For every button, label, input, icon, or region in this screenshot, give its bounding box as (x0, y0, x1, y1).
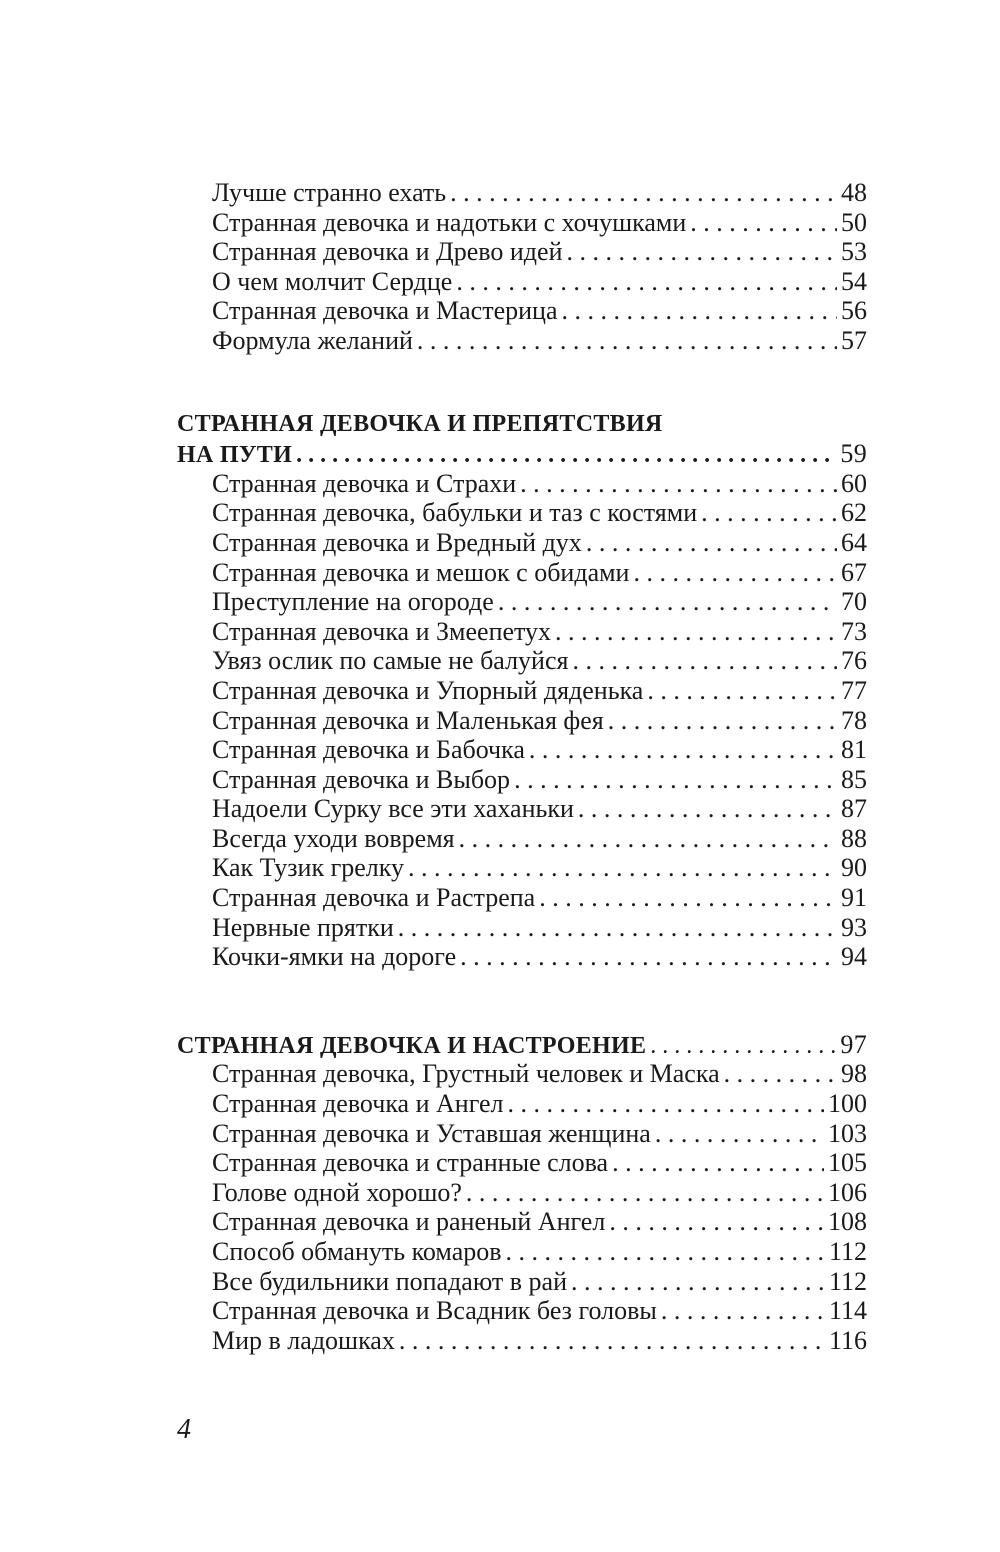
toc-entry (177, 587, 867, 617)
section-heading-page: 59 (840, 439, 867, 469)
toc-entry-title: Странная девочка и Змеепетух (212, 616, 552, 646)
toc-entry-page: 112 (828, 1237, 867, 1266)
toc-entry-title: Странная девочка и Выбор (212, 764, 511, 794)
section-heading-page: 97 (840, 1029, 867, 1059)
toc-entry-title: Странная девочка и раненый Ангел (212, 1207, 606, 1237)
dot-leader (498, 587, 837, 617)
toc-entry-page: 50 (841, 207, 867, 237)
section-heading (177, 1030, 867, 1060)
toc-entry (177, 853, 867, 883)
toc-entry (177, 1267, 867, 1297)
dot-leader (555, 617, 837, 647)
toc-entry-page: 64 (841, 527, 867, 557)
toc-entry-title: Как Тузик грелку (212, 853, 405, 883)
toc-entry-title: Странная девочка и Всадник без головы (212, 1296, 657, 1326)
toc-entry-title: Странная девочка и надотьки с хочушками (212, 207, 687, 237)
toc-entry-page: 81 (841, 735, 867, 765)
toc-entry (177, 942, 867, 972)
toc-entry (177, 824, 867, 854)
toc-entry-page: 70 (841, 587, 867, 617)
toc-entry-title: Странная девочка и Упорный дяденька (212, 675, 644, 705)
toc-entry-title: Нервные прятки (212, 912, 394, 942)
dot-leader (633, 558, 837, 588)
toc-entry-title: Странная девочка и Ангел (212, 1089, 504, 1119)
toc-entry-page: 105 (828, 1148, 867, 1178)
toc-entry-title: Мир в ладошках (212, 1325, 395, 1355)
toc-entry-page: 114 (828, 1296, 867, 1326)
toc-entry-title: Странная девочка и Маленькая фея (212, 705, 604, 735)
toc-entry (177, 326, 867, 356)
dot-leader (450, 178, 837, 208)
dot-leader (609, 1207, 824, 1237)
toc-entry-page: 54 (841, 266, 867, 296)
toc-entry (177, 267, 867, 297)
dot-leader (506, 1237, 825, 1267)
dot-leader (466, 1178, 824, 1208)
dot-leader (690, 208, 837, 238)
toc-entry-title: Странная девочка, Грустный человек и Маска (212, 1059, 720, 1089)
toc-entry-page: 98 (841, 1059, 867, 1089)
toc-entry (177, 676, 867, 706)
dot-leader (398, 913, 837, 943)
toc-entry-title: Странная девочка и Растрепа (212, 883, 536, 913)
toc-entry-title: Формула желаний (212, 325, 413, 355)
toc-section-mood (177, 1030, 867, 1356)
toc-entry-page: 85 (841, 764, 867, 794)
table-of-contents (177, 178, 867, 1355)
toc-entry-page: 106 (828, 1177, 867, 1207)
section-heading (177, 439, 867, 469)
toc-entry-title: Странная девочка и странные слова (212, 1148, 609, 1178)
dot-leader (399, 1326, 825, 1356)
toc-entry (177, 178, 867, 208)
dot-leader (655, 1119, 824, 1149)
toc-entry (177, 617, 867, 647)
page-number: 4 (177, 1414, 191, 1445)
toc-entry-page: 108 (828, 1207, 867, 1237)
toc-entry (177, 498, 867, 528)
dot-leader (508, 1089, 824, 1119)
toc-entry (177, 1148, 867, 1178)
toc-entry (177, 558, 867, 588)
toc-entry-page: 76 (841, 646, 867, 676)
toc-entry (177, 913, 867, 943)
toc-entry-title: Всегда уходи вовремя (212, 823, 455, 853)
toc-entry-page: 90 (841, 853, 867, 883)
toc-entry-page: 67 (841, 557, 867, 587)
toc-entry-page: 60 (841, 468, 867, 498)
dot-leader (571, 1267, 825, 1297)
toc-entry-title: Странная девочка и Страхи (212, 468, 517, 498)
toc-entry (177, 237, 867, 267)
toc-entry (177, 765, 867, 795)
toc-entry (177, 528, 867, 558)
toc-entry-page: 78 (841, 705, 867, 735)
toc-entry (177, 794, 867, 824)
toc-entry (177, 1059, 867, 1089)
toc-entry-page: 116 (828, 1325, 867, 1355)
toc-entry-title: Все будильники попадают в рай (212, 1266, 567, 1296)
dot-leader (529, 735, 837, 765)
toc-entry-title: Странная девочка и Вредный дух (212, 527, 582, 557)
toc-entry-page: 103 (828, 1118, 867, 1148)
toc-entry-page: 77 (841, 675, 867, 705)
toc-entry (177, 469, 867, 499)
toc-entry-page: 93 (841, 912, 867, 942)
toc-entry (177, 296, 867, 326)
toc-entry-title: Способ обмануть комаров (212, 1237, 502, 1266)
toc-entry (177, 1178, 867, 1208)
toc-entry-page: 112 (828, 1266, 867, 1296)
toc-entry-title: Странная девочка и Уставшая женщина (212, 1118, 651, 1148)
dot-leader (561, 296, 837, 326)
dot-leader (586, 528, 837, 558)
toc-entry (177, 1296, 867, 1326)
toc-entry-page: 53 (841, 237, 867, 267)
dot-leader (650, 1032, 836, 1062)
toc-entry (177, 646, 867, 676)
dot-leader (514, 765, 837, 795)
toc-entry-page: 62 (841, 498, 867, 528)
dot-leader (417, 326, 837, 356)
dot-leader (608, 706, 837, 736)
toc-entry-page: 100 (828, 1089, 867, 1119)
dot-leader (724, 1059, 837, 1089)
dot-leader (566, 237, 837, 267)
toc-entry-page: 88 (841, 823, 867, 853)
toc-entry-title: Странная девочка и мешок с обидами (212, 557, 630, 587)
toc-entry (177, 208, 867, 238)
toc-entry-title: Надоели Сурку все эти хаханьки (212, 794, 574, 824)
dot-leader (408, 853, 837, 883)
dot-leader (459, 824, 837, 854)
toc-entry-page: 57 (841, 325, 867, 355)
dot-leader (520, 469, 837, 499)
toc-entry (177, 1119, 867, 1149)
toc-entry-page: 73 (841, 616, 867, 646)
dot-leader (460, 942, 837, 972)
toc-entry-page: 94 (841, 942, 867, 972)
toc-entry-title: Странная девочка и Бабочка (212, 735, 525, 765)
toc-entry-title: Лучше странно ехать (212, 178, 447, 207)
dot-leader (647, 676, 837, 706)
toc-group-1 (177, 178, 867, 356)
toc-entry (177, 1326, 867, 1356)
toc-entry-title: Кочки-ямки на дороге (212, 942, 457, 972)
dot-leader (539, 883, 837, 913)
dot-leader (296, 441, 836, 471)
dot-leader (456, 267, 837, 297)
toc-entry (177, 1207, 867, 1237)
dot-leader (572, 646, 837, 676)
toc-entry (177, 735, 867, 765)
toc-entry-title: Голове одной хорошо? (212, 1177, 462, 1207)
toc-entry-page: 87 (841, 794, 867, 824)
toc-entry (177, 1089, 867, 1119)
toc-entry-title: Странная девочка и Мастерица (212, 296, 558, 326)
section-heading-line-2: НА ПУТИ (177, 442, 293, 469)
toc-entry-page: 91 (841, 883, 867, 913)
toc-entry (177, 1237, 867, 1267)
dot-leader (612, 1148, 824, 1178)
toc-entry-title: Странная девочка, бабульки и таз с костями (212, 498, 698, 528)
toc-entry-page: 48 (841, 178, 867, 207)
toc-entry-title: Увяз ослик по самые не балуйся (212, 646, 569, 676)
toc-entry-title: О чем молчит Сердце (212, 266, 453, 296)
dot-leader (661, 1296, 825, 1326)
toc-entry-title: Преступление на огороде (212, 587, 494, 617)
section-heading-title: СТРАННАЯ ДЕВОЧКА И НАСТРОЕНИЕ (177, 1032, 647, 1059)
toc-entry (177, 706, 867, 736)
section-heading-line-1: СТРАННАЯ ДЕВОЧКА И ПРЕПЯТСТВИЯ (177, 410, 663, 437)
toc-section-obstacles (177, 410, 867, 972)
dot-leader (701, 498, 837, 528)
toc-entry (177, 883, 867, 913)
toc-entry-page: 56 (841, 296, 867, 326)
toc-entry-title: Странная девочка и Древо идей (212, 237, 563, 267)
dot-leader (578, 794, 837, 824)
